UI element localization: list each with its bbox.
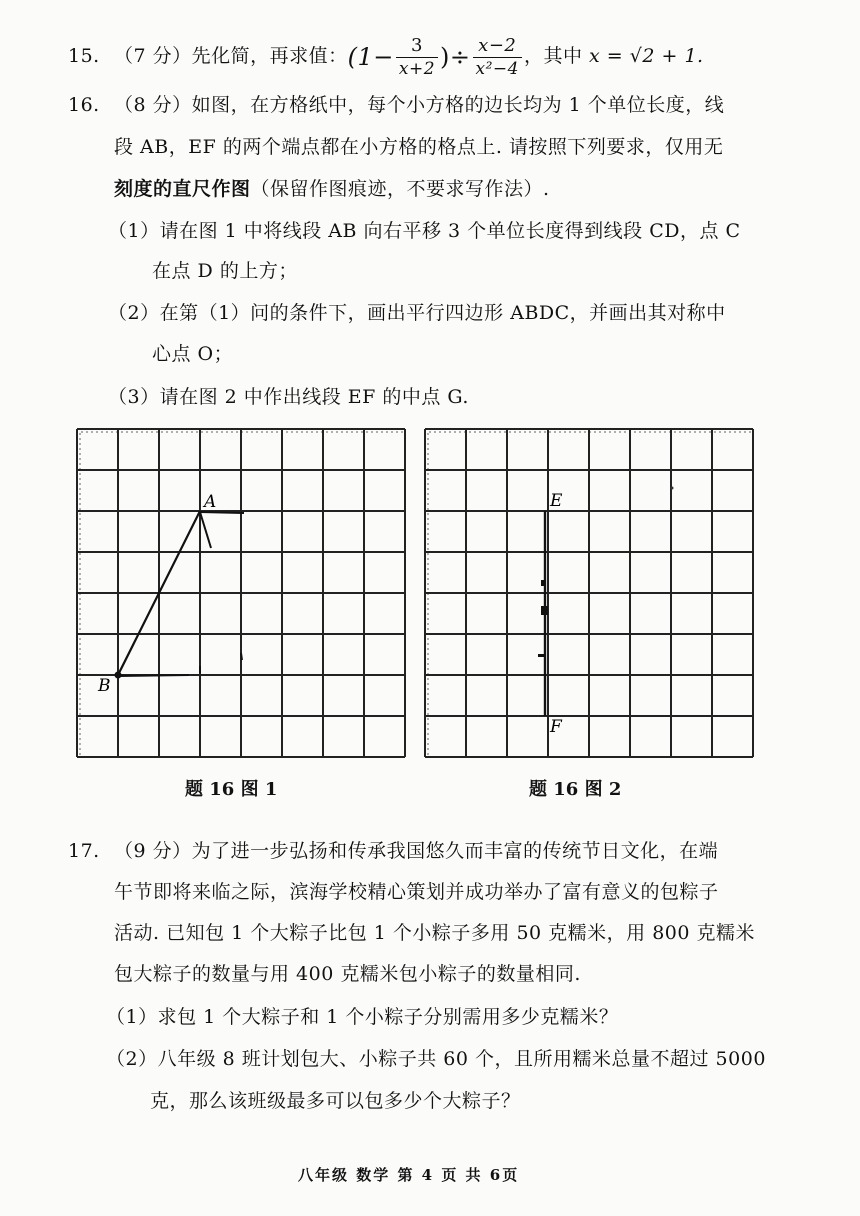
q16-part2-text-a: （2）在第（1）问的条件下，画出平行四边形 ABDC，并画出其对称中 xyxy=(108,302,726,324)
figure-2-svg xyxy=(424,428,754,758)
q15-f2-den: x²−4 xyxy=(475,58,519,79)
q16-part3-text: （3）请在图 2 中作出线段 EF 的中点 G. xyxy=(108,386,469,408)
q15-tail: ，其中 xyxy=(524,45,590,67)
figure-2-grid xyxy=(424,428,754,762)
q16-text-1: （8 分）如图，在方格纸中，每个小方格的边长均为 1 个单位长度，线 xyxy=(114,94,725,116)
q16-part3 xyxy=(108,380,469,414)
q16-part1-text-a: （1）请在图 1 中将线段 AB 向右平移 3 个单位长度得到线段 CD，点 C xyxy=(108,220,741,242)
q15-number: 15. xyxy=(68,45,100,67)
q17-line4 xyxy=(114,957,581,991)
q17-text-2: 午节即将来临之际，滨海学校精心策划并成功举办了富有意义的包粽子 xyxy=(114,881,719,903)
figure-1-svg xyxy=(76,428,406,758)
q16-number: 16. xyxy=(68,94,100,116)
q16-part1a xyxy=(108,214,741,248)
q17-part2b xyxy=(150,1084,521,1118)
q16-text-3: （保留作图痕迹，不要求写作法）. xyxy=(250,178,550,200)
label-f: F xyxy=(550,717,562,737)
q16-part2b xyxy=(152,337,233,371)
page-footer: 八年级 数学 第 4 页 共 6页 xyxy=(298,1166,520,1184)
label-b: B xyxy=(98,676,111,696)
q16-part2-text-b: 心点 O； xyxy=(152,343,234,365)
q16-line1 xyxy=(68,88,724,122)
figure-1-caption: 题 16 图 1 xyxy=(185,779,278,800)
q17-text-4: 包大粽子的数量与用 400 克糯米包小粽子的数量相同. xyxy=(114,963,581,985)
q15-line xyxy=(68,30,704,82)
q17-part2-text-b: 克，那么该班级最多可以包多少个大粽子？ xyxy=(150,1090,521,1112)
label-a: A xyxy=(204,492,217,512)
q15-head: （7 分）先化简，再求值： xyxy=(114,45,348,67)
figure-2-caption: 题 16 图 2 xyxy=(529,779,622,800)
q16-part2a xyxy=(108,296,726,330)
q17-line1 xyxy=(68,834,718,868)
q17-number: 17. xyxy=(68,840,100,862)
q16-text-2: 段 AB，EF 的两个端点都在小方格的格点上. 请按照下列要求，仅用无 xyxy=(114,136,724,158)
stray-dot xyxy=(671,487,674,490)
q15-fraction-1 xyxy=(396,35,438,80)
q17-part1-text: （1）求包 1 个大粽子和 1 个小粽子分别需用多少克糯米？ xyxy=(106,1006,619,1028)
q17-part2a xyxy=(106,1042,766,1076)
q16-text-3-bold: 刻度的直尺作图 xyxy=(114,178,251,200)
q16-line3 xyxy=(114,172,550,206)
q15-x-value: x = √2 + 1. xyxy=(589,45,704,67)
q17-line2 xyxy=(114,875,719,909)
point-b xyxy=(115,672,122,679)
q16-part1-text-b: 在点 D 的上方； xyxy=(152,260,298,282)
q16-line2 xyxy=(114,130,723,164)
q17-text-3: 活动. 已知包 1 个大粽子比包 1 个小粽子多用 50 克糯米，用 800 克糯米 xyxy=(114,922,756,944)
pencil-marks-fig2 xyxy=(538,580,548,657)
q17-part1 xyxy=(106,1000,618,1034)
q17-part2-text-a: （2）八年级 8 班计划包大、小粽子共 60 个，且所用糯米总量不超过 5000 xyxy=(106,1048,766,1070)
q15-f2-num: x−2 xyxy=(473,35,522,58)
q15-mid: )÷ xyxy=(440,43,471,71)
q17-line3 xyxy=(114,916,755,950)
q15-f1-den: x+2 xyxy=(398,58,436,79)
q15-f1-num: 3 xyxy=(396,35,438,58)
q17-text-1: （9 分）为了进一步弘扬和传承我国悠久而丰富的传统节日文化，在端 xyxy=(114,840,719,862)
label-e: E xyxy=(550,491,563,511)
q15-fraction-2 xyxy=(473,35,522,80)
q15-open: (1− xyxy=(347,43,394,71)
figure-1-grid xyxy=(76,428,406,762)
q16-part1b xyxy=(152,254,298,288)
